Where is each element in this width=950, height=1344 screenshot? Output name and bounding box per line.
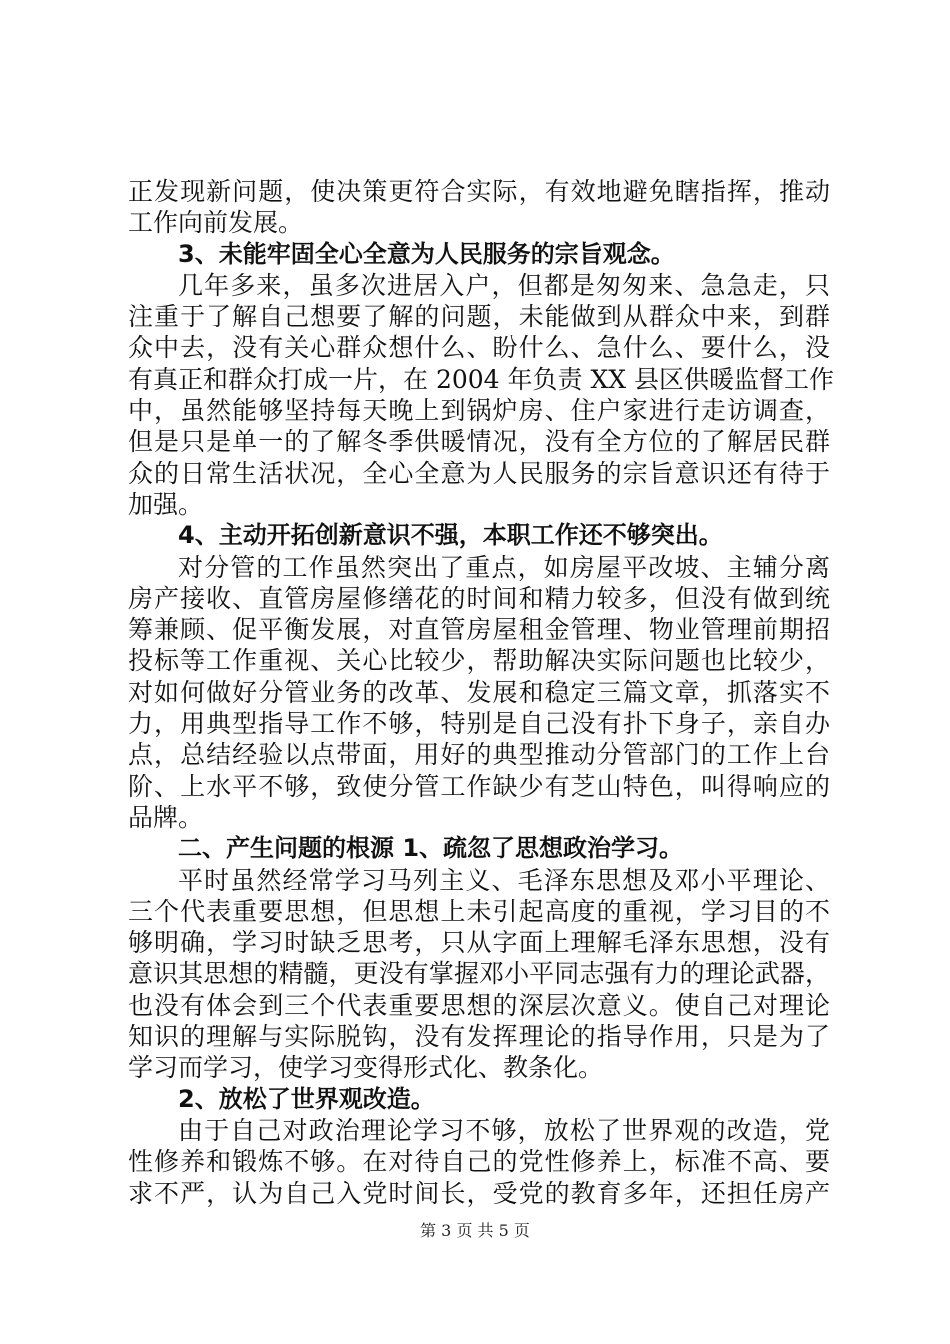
text-line: 有真正和群众打成一片，在 2004 年负责 XX 县区供暖监督工作	[128, 364, 835, 394]
text-line: 力，用典型指导工作不够，特别是自己没有扑下身子，亲自办	[128, 709, 830, 739]
text-line: 正发现新问题，使决策更符合实际，有效地避免瞎指挥，推动	[128, 177, 830, 206]
text-line: 够明确，学习时缺乏思考，只从字面上理解毛泽东思想，没有	[128, 928, 830, 958]
section-heading: 3、未能牢固全心全意为人民服务的宗旨观念。	[178, 239, 675, 268]
text-line: 三个代表重要思想，但思想上未引起高度的重视，学习目的不	[128, 896, 830, 926]
text-line: 投标等工作重视、关心比较少，帮助解决实际问题也比较少，	[128, 646, 830, 676]
text-line: 平时虽然经常学习马列主义、毛泽东思想及邓小平理论、	[178, 865, 830, 895]
section-heading: 4、主动开拓创新意识不强，本职工作还不够突出。	[178, 521, 723, 550]
text-line: 但是只是单一的了解冬季供暖情况，没有全方位的了解居民群	[128, 427, 830, 457]
section-heading: 二、产生问题的根源 1、疏忽了思想政治学习。	[178, 834, 684, 863]
body-paragraph	[128, 552, 830, 834]
text-line: 意识其思想的精髓，更没有掌握邓小平同志强有力的理论武器，	[128, 959, 830, 989]
text-line: 中，虽然能够坚持每天晚上到锅炉房、住户家进行走访调查，	[128, 396, 830, 426]
section-heading: 2、放松了世界观改造。	[178, 1084, 435, 1113]
body-paragraph	[128, 176, 830, 239]
page-footer: 第 3 页 共 5 页	[420, 1221, 530, 1240]
text-line: 注重于了解自己想要了解的问题，未能做到从群众中来，到群	[128, 302, 830, 332]
text-line: 也没有体会到三个代表重要思想的深层次意义。使自己对理论	[128, 990, 830, 1020]
text-line: 点，总结经验以点带面，用好的典型推动分管部门的工作上台	[128, 740, 830, 770]
text-line: 筹兼顾、促平衡发展，对直管房屋租金管理、物业管理前期招	[128, 615, 830, 645]
body-paragraph	[128, 1115, 830, 1209]
text-line: 求不严，认为自己入党时间长，受党的教育多年，还担任房产	[128, 1178, 830, 1208]
text-line: 品牌。	[128, 802, 204, 832]
body-paragraph	[128, 270, 835, 520]
text-line: 几年多来，虽多次进居入户，但都是匆匆来、急急走，只	[178, 270, 830, 300]
text-line: 众中去，没有关心群众想什么、盼什么、急什么、要什么，没	[128, 333, 830, 363]
text-line: 加强。	[128, 489, 204, 519]
text-line: 知识的理解与实际脱钩，没有发挥理论的指导作用，只是为了	[128, 1022, 830, 1052]
text-line: 房产接收、直管房屋修缮花的时间和精力较多，但没有做到统	[128, 583, 830, 613]
text-line: 工作向前发展。	[128, 208, 304, 238]
text-line: 性修养和锻炼不够。在对待自己的党性修养上，标准不高、要	[128, 1147, 830, 1177]
text-line: 众的日常生活状况，全心全意为人民服务的宗旨意识还有待于	[128, 458, 830, 488]
text-line: 由于自己对政治理论学习不够，放松了世界观的改造，党	[178, 1115, 830, 1145]
text-line: 对分管的工作虽然突出了重点，如房屋平改坡、主辅分离	[178, 552, 830, 582]
document-body	[128, 176, 835, 1209]
text-line: 对如何做好分管业务的改革、发展和稳定三篇文章，抓落实不	[128, 677, 830, 707]
text-line: 学习而学习，使学习变得形式化、教条化。	[128, 1053, 604, 1083]
body-paragraph	[128, 865, 830, 1084]
text-line: 阶、上水平不够，致使分管工作缺少有芝山特色，叫得响应的	[128, 771, 830, 801]
